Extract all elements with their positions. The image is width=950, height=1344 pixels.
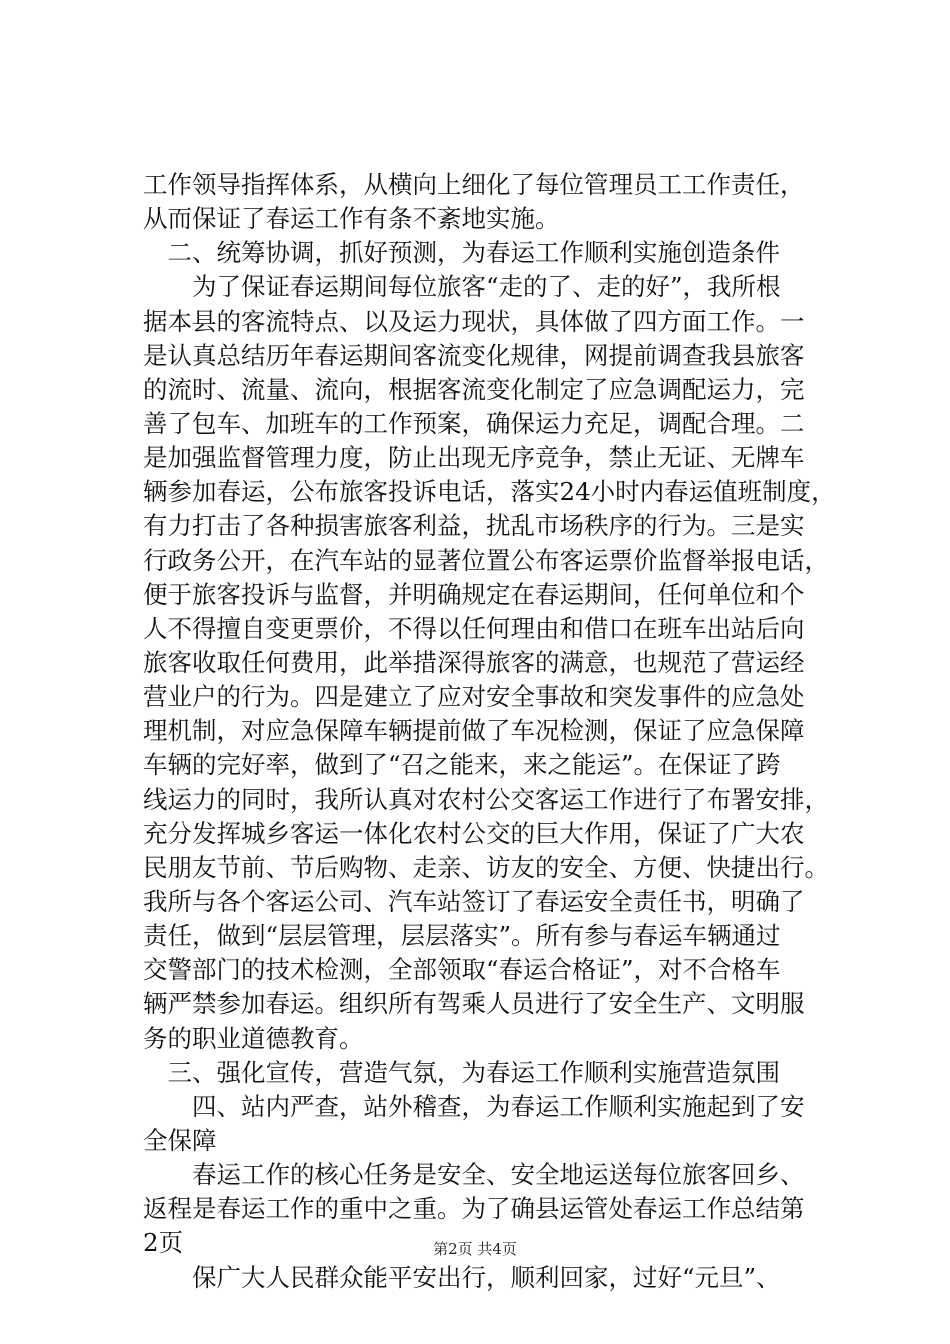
section-heading: 二、统筹协调，抓好预测，为春运工作顺利实施创造条件 bbox=[143, 238, 780, 268]
text-line: 行政务公开，在汽车站的显著位置公布客运票价监督举报电话， bbox=[143, 545, 829, 575]
text-line: 返程是春运工作的重中之重。为了确县运管处春运工作总结第 bbox=[143, 1194, 805, 1224]
text-line: 充分发挥城乡客运一体化农村公交的巨大作用，保证了广大农 bbox=[143, 818, 805, 848]
text-line: 我所与各个客运公司、汽车站签订了春运安全责任书，明确了 bbox=[143, 886, 805, 916]
text-line: 工作领导指挥体系，从横向上细化了每位管理员工工作责任， bbox=[143, 170, 805, 199]
page-footer bbox=[0, 1239, 950, 1259]
text-line: 为了保证春运期间每位旅客“走的了、走的好”，我所根 bbox=[143, 272, 781, 302]
text-line: 春运工作的核心任务是安全、安全地运送每位旅客回乡、 bbox=[143, 1160, 805, 1190]
text-line: 辆参加春运，公布旅客投诉电话，落实24小时内春运值班制度， bbox=[143, 477, 836, 507]
text-line: 据本县的客流特点、以及运力现状，具体做了四方面工作。一 bbox=[143, 306, 805, 336]
page-number: 第2页 共4页 bbox=[433, 1240, 517, 1258]
text-line: 线运力的同时，我所认真对农村公交客运工作进行了布署安排， bbox=[143, 784, 829, 814]
section-heading: 三、强化宣传，营造气氛，为春运工作顺利实施营造氛围 bbox=[143, 1057, 780, 1087]
text-line: 2页 bbox=[143, 1228, 184, 1258]
text-line: 是认真总结历年春运期间客流变化规律，网提前调查我县旅客 bbox=[143, 340, 805, 370]
text-line: 责任，做到“层层管理，层层落实”。所有参与春运车辆通过 bbox=[143, 921, 781, 951]
text-line: 营业户的行为。四是建立了应对安全事故和突发事件的应急处 bbox=[143, 682, 805, 712]
text-line: 从而保证了春运工作有条不紊地实施。 bbox=[143, 204, 560, 234]
section-heading: 四、站内严查，站外稽查，为春运工作顺利实施起到了安 bbox=[143, 1091, 805, 1121]
section-heading: 全保障 bbox=[143, 1125, 217, 1155]
text-line: 是加强监督管理力度，防止出现无序竞争，禁止无证、无牌车 bbox=[143, 443, 805, 473]
text-line: 便于旅客投诉与监督，并明确规定在春运期间，任何单位和个 bbox=[143, 579, 805, 609]
text-line: 辆严禁参加春运。组织所有驾乘人员进行了安全生产、文明服 bbox=[143, 989, 805, 1019]
text-line: 车辆的完好率，做到了“召之能来，来之能运”。在保证了跨 bbox=[143, 750, 781, 780]
text-line: 保广大人民群众能平安出行，顺利回家，过好“元旦”、 bbox=[143, 1262, 781, 1292]
text-line: 理机制，对应急保障车辆提前做了车况检测，保证了应急保障 bbox=[143, 716, 805, 746]
text-line: 有力打击了各种损害旅客利益，扰乱市场秩序的行为。三是实 bbox=[143, 511, 805, 541]
body-text bbox=[143, 168, 837, 1295]
text-line: 人不得擅自变更票价，不得以任何理由和借口在班车出站后向 bbox=[143, 613, 805, 643]
text-line: 善了包车、加班车的工作预案，确保运力充足，调配合理。二 bbox=[143, 408, 805, 438]
text-line: 的流时、流量、流向，根据客流变化制定了应急调配运力，完 bbox=[143, 374, 805, 404]
text-line: 民朋友节前、节后购物、走亲、访友的安全、方便、快捷出行。 bbox=[143, 852, 829, 882]
text-line: 交警部门的技术检测，全部领取“春运合格证”，对不合格车 bbox=[143, 955, 781, 985]
text-line: 旅客收取任何费用，此举措深得旅客的满意，也规范了营运经 bbox=[143, 647, 805, 677]
text-line: 务的职业道德教育。 bbox=[143, 1023, 364, 1053]
